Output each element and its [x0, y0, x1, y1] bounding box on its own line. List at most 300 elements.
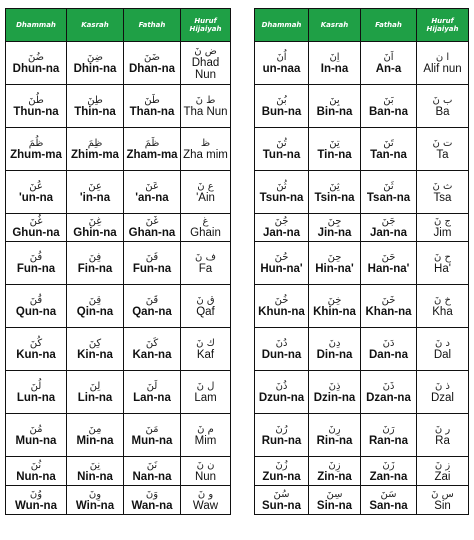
table-cell	[361, 128, 417, 171]
latin-text: Zai	[434, 470, 451, 483]
arabic-text: ف نَ	[195, 251, 216, 263]
table-cell	[417, 171, 469, 214]
table-cell	[361, 457, 417, 486]
latin-text: Wun-na	[15, 499, 57, 512]
latin-text: Nun-na	[16, 470, 56, 483]
arabic-text: لُنَ	[30, 380, 42, 392]
arabic-text: وَنَ	[145, 488, 159, 500]
table-cell	[181, 214, 231, 242]
latin-text: Ban-na	[369, 105, 408, 118]
arabic-text: لَنَ	[146, 380, 158, 392]
latin-text: Ra	[435, 434, 450, 447]
arabic-text: ضَنَ	[143, 51, 161, 63]
arabic-text: ثُنَ	[276, 180, 287, 192]
arabic-text: ر نَ	[434, 423, 451, 435]
latin-text: Waw	[192, 499, 219, 512]
table-cell	[255, 414, 309, 457]
latin-text: Zha mim	[183, 148, 228, 161]
latin-text: Kha	[432, 305, 453, 318]
arabic-text: زُنَ	[275, 459, 288, 471]
arabic-text: ثَنَ	[383, 180, 394, 192]
arabic-text: ب نَ	[432, 94, 453, 106]
table-row	[6, 328, 231, 371]
table-cell	[124, 42, 181, 85]
table-row	[255, 242, 469, 285]
table-cell	[309, 214, 361, 242]
latin-text: Thun-na	[13, 105, 59, 118]
latin-text: Qin-na	[76, 305, 114, 318]
arabic-text: غِنَ	[88, 216, 102, 227]
arabic-text: رِنَ	[328, 423, 341, 435]
table-cell	[255, 371, 309, 414]
arabic-text: غَنَ	[145, 216, 159, 227]
latin-text: Fun-na	[132, 262, 172, 275]
arabic-text: رَنَ	[382, 423, 395, 435]
latin-text: Khin-na	[313, 305, 356, 318]
latin-text: Sin	[434, 499, 451, 512]
arabic-text: جُنَ	[274, 216, 289, 227]
latin-text: Ran-na	[369, 434, 408, 447]
arabic-text: ظَمَ	[144, 137, 160, 149]
arabic-text: اُنَ	[276, 51, 287, 63]
latin-text: Dzal	[430, 391, 454, 404]
latin-text: Tsan-na	[366, 191, 411, 204]
table-row	[255, 486, 469, 515]
table-cell	[417, 242, 469, 285]
arabic-text: تِنَ	[329, 137, 340, 149]
latin-text: Tan-na	[370, 148, 407, 161]
arabic-text: زِنَ	[328, 459, 341, 471]
table-cell	[67, 457, 124, 486]
arabic-text: خِنَ	[327, 294, 342, 306]
table-row	[6, 414, 231, 457]
table-cell	[309, 371, 361, 414]
table-cell	[67, 285, 124, 328]
latin-text: Zhim-ma	[71, 148, 119, 161]
latin-text: Dzin-na	[313, 391, 356, 404]
table-cell	[361, 242, 417, 285]
table-cell	[6, 242, 67, 285]
arabic-text: ث نَ	[432, 180, 453, 192]
arabic-text: نَنَ	[146, 459, 158, 471]
arabic-text: جِنَ	[327, 216, 342, 227]
table-cell	[124, 328, 181, 371]
latin-text: An-a	[375, 62, 402, 75]
latin-text: Lan-na	[133, 391, 171, 404]
table-cell	[255, 214, 309, 242]
arabic-text: غُنَ	[29, 216, 43, 227]
latin-text: Nin-na	[77, 470, 113, 483]
latin-text: Dun-na	[261, 348, 302, 361]
latin-text: Kun-na	[16, 348, 56, 361]
latin-text: Jim	[433, 227, 452, 239]
latin-text: Ta	[436, 148, 449, 161]
arabic-text: نُنَ	[30, 459, 42, 471]
arabic-text: ظِمَ	[87, 137, 103, 149]
table-cell	[6, 328, 67, 371]
arabic-text: س نَ	[431, 488, 454, 500]
table-cell	[124, 414, 181, 457]
table-row	[255, 457, 469, 486]
arabic-text: تَنَ	[383, 137, 394, 149]
arabic-text: حِنَ	[327, 251, 342, 263]
arabic-text: مِنَ	[88, 423, 102, 435]
table-row	[255, 128, 469, 171]
arabic-text: و نَ	[197, 488, 214, 500]
table-cell	[361, 42, 417, 85]
table-cell	[309, 457, 361, 486]
column-header: Fathah	[124, 9, 181, 42]
arabic-text: سُنَ	[273, 488, 290, 500]
table-cell	[67, 171, 124, 214]
arabic-text: بَنَ	[383, 94, 394, 106]
latin-text: Tha Nun	[183, 105, 228, 118]
table-cell	[181, 486, 231, 515]
table-cell	[181, 42, 231, 85]
table-cell	[6, 457, 67, 486]
table-cell	[361, 414, 417, 457]
table-row	[255, 171, 469, 214]
latin-text: Rin-na	[316, 434, 353, 447]
latin-text: Win-na	[75, 499, 115, 512]
table-cell	[124, 171, 181, 214]
table-cell	[181, 328, 231, 371]
arabic-text: حُنَ	[274, 251, 289, 263]
latin-text: Run-na	[261, 434, 302, 447]
table-cell	[6, 214, 67, 242]
latin-text: Sun-na	[262, 499, 301, 512]
table-cell	[181, 457, 231, 486]
table-cell	[309, 171, 361, 214]
table-cell	[309, 242, 361, 285]
latin-text: Than-na	[129, 105, 175, 118]
arabic-text: ا ن	[435, 51, 450, 63]
table-cell	[255, 328, 309, 371]
arabic-text: طُنَ	[28, 94, 44, 106]
latin-text: Kaf	[196, 348, 215, 361]
table-cell	[255, 128, 309, 171]
table-cell	[181, 171, 231, 214]
table-cell	[417, 457, 469, 486]
table-cell	[309, 328, 361, 371]
arabic-text: ضِنَ	[86, 51, 104, 63]
latin-text: Kan-na	[132, 348, 172, 361]
latin-text: Zham-ma	[126, 148, 178, 161]
table-row	[6, 42, 231, 85]
arabic-text: طَنَ	[144, 94, 160, 106]
column-header: Huruf Hijaiyah	[417, 9, 469, 42]
table-cell	[67, 42, 124, 85]
arabic-text: فِنَ	[88, 251, 102, 263]
table-cell	[417, 486, 469, 515]
arabic-text: ذَنَ	[382, 380, 395, 392]
latin-text: 'in-na	[79, 191, 111, 204]
table-cell	[361, 486, 417, 515]
arabic-text: ط نَ	[195, 94, 216, 106]
latin-text: Ba	[435, 105, 450, 118]
latin-text: Mun-na	[15, 434, 57, 447]
table-cell	[124, 128, 181, 171]
table-cell	[309, 128, 361, 171]
arabic-text: غ	[202, 216, 209, 227]
arabic-text: ض نَ	[194, 45, 217, 57]
table-row	[255, 285, 469, 328]
table-row	[6, 85, 231, 128]
table-cell	[309, 285, 361, 328]
arabic-text: كَنَ	[145, 337, 159, 349]
latin-text: Ha'	[434, 262, 451, 275]
table-cell	[67, 214, 124, 242]
latin-text: Dhun-na	[12, 62, 60, 75]
arabic-text: عِنَ	[88, 180, 102, 192]
left-table	[5, 8, 231, 515]
table-cell	[67, 242, 124, 285]
table-cell	[181, 85, 231, 128]
arabic-text: ع نَ	[197, 180, 214, 192]
arabic-text: ثِنَ	[329, 180, 340, 192]
table-cell	[181, 242, 231, 285]
arabic-text: قُنَ	[29, 294, 43, 306]
table-cell	[67, 371, 124, 414]
table-body	[255, 42, 469, 515]
latin-text: In-na	[320, 62, 349, 75]
latin-text: Qaf	[196, 305, 215, 318]
latin-text: Din-na	[316, 348, 353, 361]
latin-text: Zin-na	[317, 470, 352, 483]
latin-text: Tsun-na	[259, 191, 304, 204]
latin-text: Qun-na	[15, 305, 57, 318]
arabic-text: ت نَ	[432, 137, 453, 149]
arabic-text: قِنَ	[88, 294, 102, 306]
table-cell	[417, 42, 469, 85]
table-cell	[181, 371, 231, 414]
table-cell	[124, 242, 181, 285]
arabic-text: دَنَ	[382, 337, 395, 349]
arabic-text: ظُمَ	[28, 137, 44, 149]
latin-text: Zan-na	[369, 470, 408, 483]
column-header: Fathah	[361, 9, 417, 42]
arabic-text: ذُنَ	[275, 380, 288, 392]
arabic-text: مُنَ	[29, 423, 43, 435]
arabic-text: زَنَ	[382, 459, 395, 471]
table-row	[255, 328, 469, 371]
table-cell	[181, 128, 231, 171]
column-header: Kasrah	[67, 9, 124, 42]
arabic-text: اِنَ	[329, 51, 340, 63]
table-cell	[6, 171, 67, 214]
table-row	[255, 42, 469, 85]
arabic-text: ق نَ	[196, 294, 215, 306]
latin-text: Zun-na	[262, 470, 301, 483]
table-cell	[181, 285, 231, 328]
table-cell	[309, 85, 361, 128]
latin-text: Ghun-na	[12, 227, 60, 239]
table-row	[6, 214, 231, 242]
arabic-text: فَنَ	[145, 251, 159, 263]
arabic-text: قَنَ	[145, 294, 159, 306]
table-cell	[417, 328, 469, 371]
arabic-text: نِنَ	[89, 459, 101, 471]
table-cell	[124, 486, 181, 515]
table-body	[6, 42, 231, 515]
latin-text: Mun-na	[131, 434, 173, 447]
arabic-text: عَنَ	[145, 180, 159, 192]
latin-text: Fun-na	[16, 262, 56, 275]
table-cell	[417, 285, 469, 328]
latin-text: Fin-na	[77, 262, 113, 275]
latin-text: Sin-na	[316, 499, 353, 512]
latin-text: Ghain	[190, 227, 221, 239]
arabic-text: د نَ	[435, 337, 450, 349]
arabic-text: كِنَ	[88, 337, 102, 349]
arabic-text: طِنَ	[87, 94, 103, 106]
table-cell	[181, 414, 231, 457]
arabic-text: لِنَ	[89, 380, 101, 392]
table-cell	[361, 285, 417, 328]
latin-text: Dal	[433, 348, 452, 361]
table-cell	[255, 42, 309, 85]
table-cell	[124, 214, 181, 242]
arabic-text: ن نَ	[196, 459, 215, 471]
latin-text: Dhan-na	[129, 62, 175, 75]
arabic-text: خَنَ	[381, 294, 396, 306]
latin-text: Ghin-na	[73, 227, 117, 239]
table-cell	[309, 414, 361, 457]
arabic-text: اَنَ	[383, 51, 394, 63]
table-cell	[6, 85, 67, 128]
latin-text: Qan-na	[132, 305, 172, 318]
latin-text: Nun	[194, 470, 217, 483]
table-cell	[67, 128, 124, 171]
table-cell	[6, 414, 67, 457]
latin-text: Hun-na'	[260, 262, 303, 275]
right-table	[254, 8, 469, 515]
table-cell	[6, 486, 67, 515]
table-cell	[417, 371, 469, 414]
arabic-text: ح نَ	[434, 251, 451, 263]
latin-text: Hin-na'	[315, 262, 354, 275]
latin-text: Jan-na	[369, 227, 408, 239]
table-cell	[255, 457, 309, 486]
arabic-text: ز نَ	[434, 459, 451, 471]
header-row	[255, 9, 469, 42]
arabic-text: بِنَ	[329, 94, 340, 106]
latin-text: Lam	[194, 391, 217, 404]
latin-text: Dhin-na	[73, 62, 117, 75]
latin-text: Jan-na	[262, 227, 301, 239]
table-cell	[67, 85, 124, 128]
arabic-text: خ نَ	[434, 294, 451, 306]
latin-text: Tun-na	[262, 148, 301, 161]
latin-text: Ghan-na	[128, 227, 176, 239]
arabic-text: ظ	[200, 137, 211, 149]
latin-text: Thin-na	[74, 105, 116, 118]
arabic-text: ذِنَ	[328, 380, 341, 392]
table-cell	[361, 171, 417, 214]
latin-text: Wan-na	[131, 499, 173, 512]
table-cell	[309, 42, 361, 85]
arabic-text: جَنَ	[381, 216, 396, 227]
table-cell	[417, 414, 469, 457]
table-cell	[124, 371, 181, 414]
latin-text: Han-na'	[367, 262, 410, 275]
latin-text: Zhum-ma	[10, 148, 62, 161]
table-cell	[124, 285, 181, 328]
latin-text: Bun-na	[261, 105, 302, 118]
table-row	[6, 128, 231, 171]
arabic-text: فُنَ	[29, 251, 43, 263]
latin-text: Tsa	[433, 191, 452, 204]
arabic-text: كُنَ	[29, 337, 43, 349]
latin-text: Kin-na	[77, 348, 113, 361]
arabic-text: ضُنَ	[27, 51, 45, 63]
latin-text: Dzan-na	[366, 391, 411, 404]
table-cell	[67, 414, 124, 457]
table-row	[255, 414, 469, 457]
table-cell	[124, 457, 181, 486]
table-cell	[255, 171, 309, 214]
table-cell	[6, 371, 67, 414]
latin-text: Dzun-na	[258, 391, 305, 404]
table-cell	[361, 328, 417, 371]
table-cell	[361, 85, 417, 128]
table-row	[6, 171, 231, 214]
column-header: Kasrah	[309, 9, 361, 42]
column-header: Dhammah	[255, 9, 309, 42]
column-header: Dhammah	[6, 9, 67, 42]
latin-text: Lun-na	[16, 391, 56, 404]
table-cell	[6, 128, 67, 171]
latin-text: Dhad Nun	[191, 56, 220, 81]
latin-text: Fa	[198, 262, 213, 275]
arabic-text: م نَ	[197, 423, 214, 435]
table-cell	[361, 371, 417, 414]
latin-text: 'an-na	[135, 191, 169, 204]
table-row	[255, 214, 469, 242]
table-cell	[417, 85, 469, 128]
table-cell	[361, 214, 417, 242]
arabic-text: عُنَ	[29, 180, 43, 192]
column-header: Huruf Hijaiyah	[181, 9, 231, 42]
table-cell	[255, 285, 309, 328]
latin-text: Tsin-na	[314, 191, 355, 204]
arabic-text: ذ نَ	[435, 380, 450, 392]
arabic-text: تُنَ	[276, 137, 287, 149]
table-cell	[67, 328, 124, 371]
arabic-text: بُنَ	[276, 94, 287, 106]
latin-text: Khun-na	[258, 305, 305, 318]
table-row	[6, 457, 231, 486]
table-row	[6, 371, 231, 414]
latin-text: Dan-na	[369, 348, 408, 361]
latin-text: Nan-na	[132, 470, 172, 483]
table-row	[255, 371, 469, 414]
table-cell	[417, 214, 469, 242]
arabic-text: سِنَ	[326, 488, 343, 500]
arabic-text: خُنَ	[274, 294, 289, 306]
table-row	[6, 242, 231, 285]
table-row	[6, 285, 231, 328]
latin-text: Min-na	[76, 434, 114, 447]
arabic-text: رُنَ	[275, 423, 288, 435]
arabic-text: مَنَ	[145, 423, 159, 435]
table-cell	[6, 42, 67, 85]
table-cell	[67, 486, 124, 515]
table-cell	[255, 85, 309, 128]
arabic-text: حَنَ	[381, 251, 396, 263]
arabic-text: دُنَ	[275, 337, 288, 349]
latin-text: Mim	[194, 434, 217, 447]
